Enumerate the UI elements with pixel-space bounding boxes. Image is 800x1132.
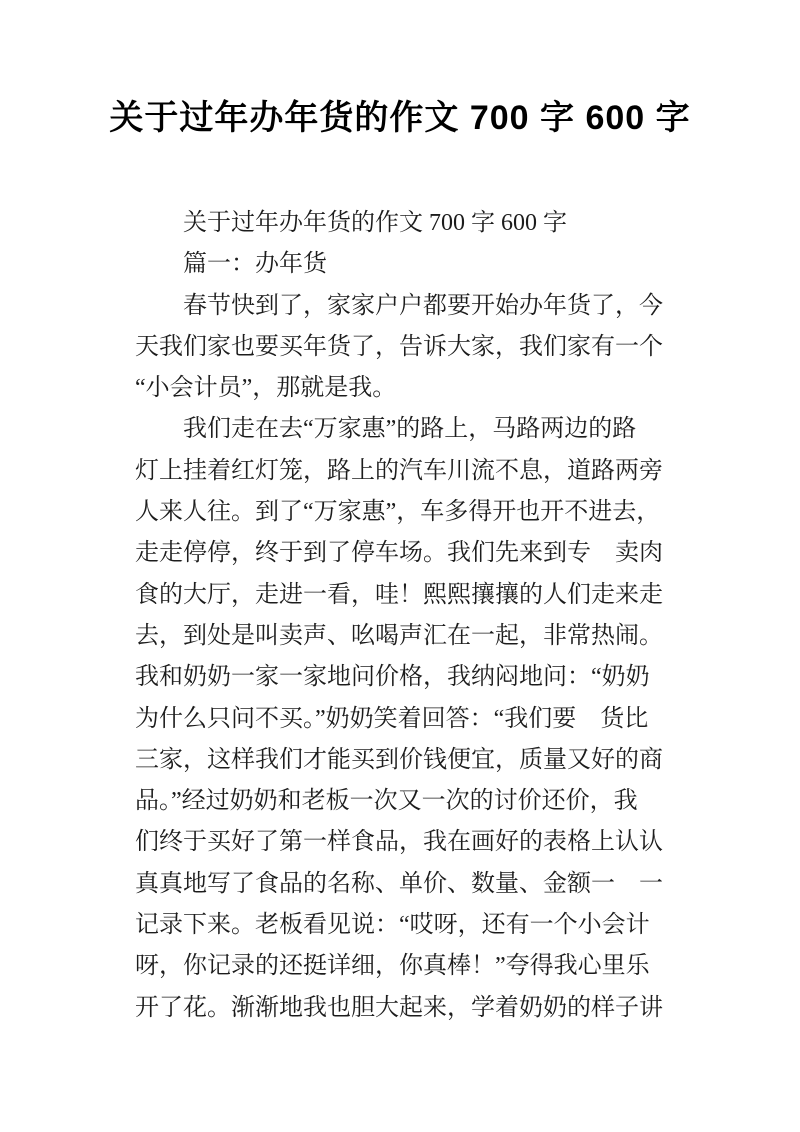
text-line: 们终于买好了第一样食品，我在画好的表格上认认: [135, 829, 663, 856]
text-line: 去，到处是叫卖声、吆喝声汇在一起，非常热闹。: [135, 622, 663, 649]
text-line: 我们走在去“万家惠”的路上，马路两边的路: [183, 416, 637, 443]
text-line: 灯上挂着红灯笼，路上的汽车川流不息，道路两旁: [135, 457, 663, 484]
text-line: 我和奶奶一家一家地问价格，我纳闷地问：“奶奶: [135, 664, 650, 691]
text-line: 春节快到了，家家户户都要开始办年货了，今: [183, 292, 663, 319]
text-line: 人来人往。到了“万家惠”，车多得开也开不进去，: [135, 499, 661, 526]
text-line: “小会计员”，那就是我。: [135, 375, 397, 402]
text-line: 为什么只问不买。”奶奶笑着回答：“我们要 货比: [135, 705, 649, 732]
text-line: 篇一：办年货: [183, 251, 327, 278]
text-line: 记录下来。老板看见说：“哎呀，还有一个小会计: [135, 912, 650, 939]
text-line: 三家，这样我们才能买到价钱便宜，质量又好的商: [135, 746, 663, 773]
document-body: [135, 203, 670, 1029]
text-line: 品。”经过奶奶和老板一次又一次的讨价还价，我: [135, 788, 638, 815]
text-line: 开了花。渐渐地我也胆大起来，学着奶奶的样子讲: [135, 994, 663, 1021]
text-line: 天我们家也要买年货了，告诉大家，我们家有一个: [135, 333, 663, 360]
document-title: 关于过年办年货的作文 700 字 600 字: [109, 99, 691, 137]
text-line: 关于过年办年货的作文 700 字 600 字: [183, 210, 567, 236]
text-line: 食的大厅，走进一看，哇！熙熙攘攘的人们走来走: [135, 581, 663, 608]
text-line: 真真地写了食品的名称、单价、数量、金额一 一: [135, 870, 663, 897]
text-line: 呀，你记录的还挺详细，你真棒！”夸得我心里乐: [135, 953, 650, 980]
text-line: 走走停停，终于到了停车场。我们先来到专 卖肉: [135, 540, 663, 567]
